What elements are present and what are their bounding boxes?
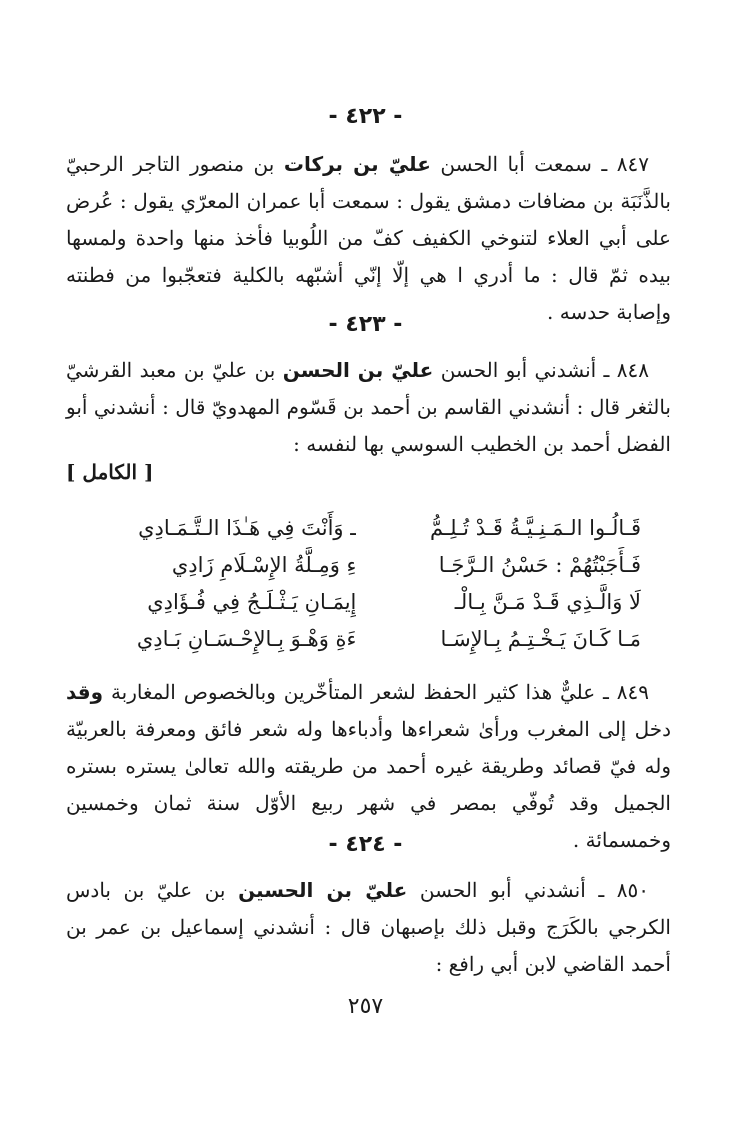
verse-second-hemistich: إِيمَـانِ يَـثْـلَـجُ فِي فُـؤَادِي xyxy=(147,590,357,614)
entry-847 xyxy=(66,146,671,331)
verse-second-hemistich: ـ وَأَنْتَ فِي هَـٰذَا الـتَّـمَـادِي xyxy=(138,516,357,540)
entry-paragraph: ٨٤٨ ـ أنشدني أبو الحسن عليّ بن الحسن بن عليّ بن معبد القرشيّ بالثغر قال : أنشدني القاسم بن أحمد بن قَسّوم المهدويّ قال : أنشدني أبو الفضل أحمد بن الخطيب السوسي بها لنفسه : xyxy=(66,358,672,456)
entry-paragraph: ٨٤٧ ـ سمعت أبا الحسن عليّ بن بركات بن منصور التاجر الرحبيّ بالذَّنَبَة بن مضافات دمشق يقول : سمعت أبا عمران المعرّي يقول : عُرض على أبي العلاء لتنوخي الكفيف كفّ من اللُوبيا فأخذ منها واحدة ولمسها بيده ثمّ قال : ما أدري ا هي إلّا إنّي أشبّهه بالكلية فتعجّبوا من فطنته وإصابة حدسه . xyxy=(66,152,671,324)
verse-first-hemistich: مَـا كَـانَ يَـخْـتِـمُ بِـالإِسَـا xyxy=(440,627,641,651)
section-number: - ٤٢٢ - xyxy=(328,104,403,129)
page-number: ٢٥٧ xyxy=(347,994,384,1019)
verse-first-hemistich: لَا وَالَّـذِي قَـدْ مَـنَّ بِـالْـ xyxy=(454,590,641,614)
verse-line xyxy=(66,584,671,621)
verse-first-hemistich: قَـالُـوا الـمَـنِـيَّـةُ قَـدْ تُـلِـمُّ xyxy=(429,516,641,540)
entry-848 xyxy=(66,352,671,463)
verse-line xyxy=(66,547,671,584)
poetic-meter-label: [ الكامل ] xyxy=(66,460,154,484)
entry-paragraph: ٨٥٠ ـ أنشدني أبو الحسن عليّ بن الحسين بن عليّ بن بادس الكرجي بالكَرَج وقبل ذلك بإصبهان قال : أنشدني إسماعيل بن عمر بن أحمد القاضي لابن أبي رافع : xyxy=(66,878,671,976)
verse-line xyxy=(66,510,671,547)
verse-second-hemistich: ءَةِ وَهْـوَ بِـالإِحْـسَـانِ بَـادِي xyxy=(136,627,357,651)
verse-second-hemistich: ءِ وَمِـلَّةُ الإِسْـلَامِ زَادِي xyxy=(171,553,357,577)
section-number: - ٤٢٣ - xyxy=(328,312,403,337)
entry-850 xyxy=(66,872,671,983)
narrator-name: عليّ بن بركات xyxy=(283,152,431,176)
narrator-name: عليّ بن الحسين xyxy=(238,878,408,902)
entry-paragraph: ٨٤٩ ـ عليٌّ هذا كثير الحفظ لشعر المتأخّرين وبالخصوص المغاربة وقد دخل إلى المغرب ورأىٰ شعراءها وأدباءها وله شعر فائق ومعرفة بالعربيّة وله فيّ قصائد وطريقة غيره أحمد من طريقته والله تعالىٰ يستره بستره الجميل وقد تُوفّي بمصر في شهر ربيع الأوّل سنة ثمان وخمسين وخمسمائة . xyxy=(66,680,671,852)
emphasis: وقد xyxy=(66,680,104,704)
narrator-name: عليّ بن الحسن xyxy=(282,358,434,382)
section-number: - ٤٢٤ - xyxy=(328,832,403,857)
verse-first-hemistich: فَـأَجَبْتُهُمْ : حَسْنُ الـرَّجَـا xyxy=(438,553,641,577)
verse-line xyxy=(66,621,671,658)
poem xyxy=(66,510,671,658)
